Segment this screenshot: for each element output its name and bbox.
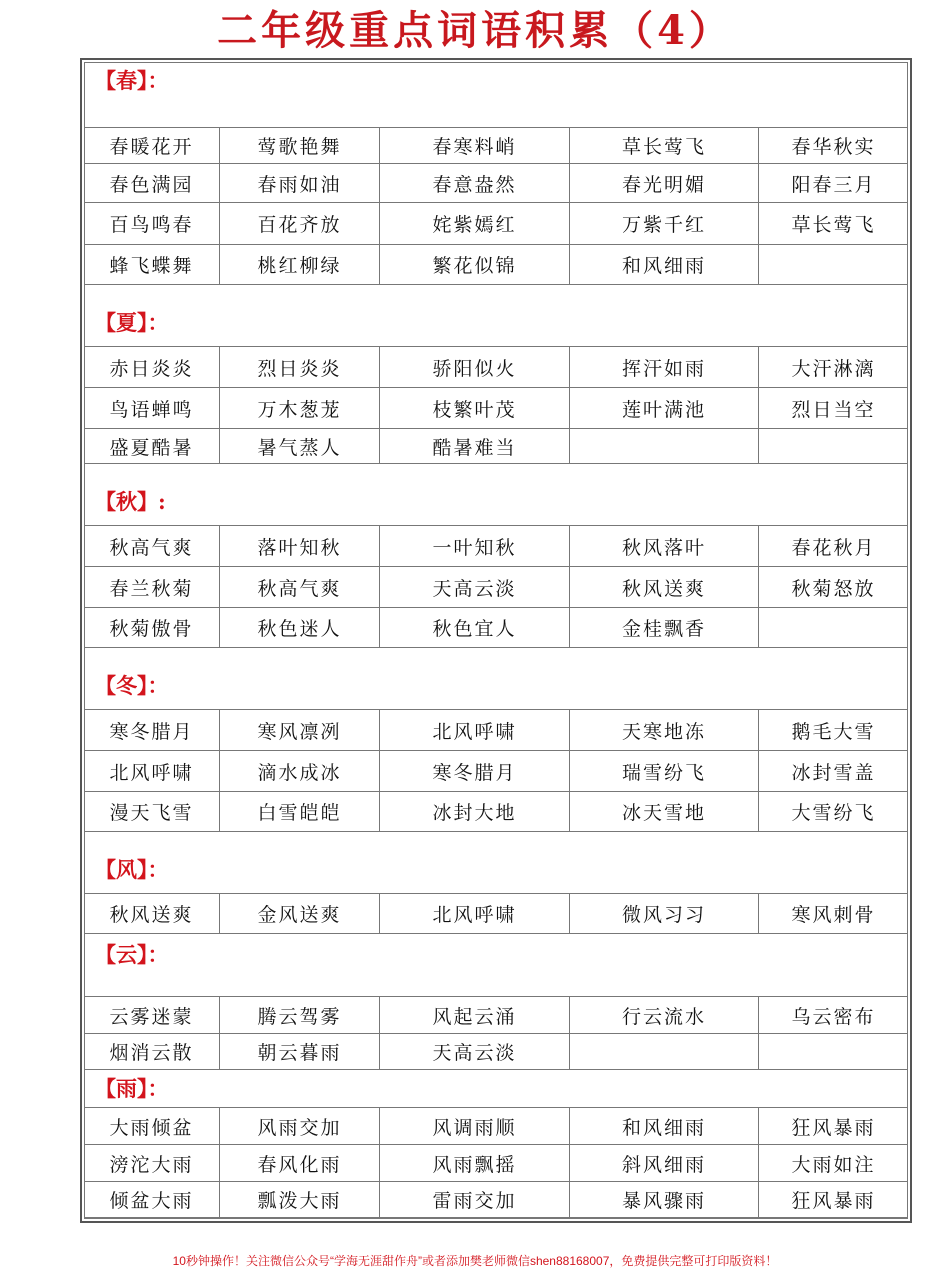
word-cell: 秋色迷人 [220, 608, 380, 647]
word-cell: 莺歌艳舞 [220, 128, 380, 163]
word-cell: 春花秋月 [791, 536, 876, 559]
word-cell: 寒风凛冽 [220, 710, 380, 750]
word-cell: 金桂飘香 [570, 608, 759, 647]
word-cell: 瑞雪纷飞 [570, 751, 759, 791]
word-cell: 风雨飘摇 [380, 1145, 570, 1181]
word-cell: 风雨交加 [220, 1108, 380, 1144]
word-cell: 蜂飞蝶舞 [84, 245, 220, 284]
word-cell: 阳春三月 [791, 173, 876, 196]
word-cell: 繁花似锦 [380, 245, 570, 284]
word-cell: 狂风暴雨 [791, 1116, 876, 1139]
word-cell: 狂风暴雨 [791, 1190, 876, 1212]
table-row [84, 566, 908, 607]
word-cell: 秋风送爽 [570, 567, 759, 607]
table-row [84, 607, 908, 648]
word-cell: 天高云淡 [380, 1034, 570, 1069]
word-cell: 桃红柳绿 [220, 245, 380, 284]
word-cell: 秋高气爽 [84, 526, 220, 566]
section-header-autumn: 【秋】: [95, 489, 166, 514]
word-cell: 草长莺飞 [570, 128, 759, 163]
word-cell: 滂沱大雨 [84, 1145, 220, 1181]
word-cell: 朝云暮雨 [220, 1034, 380, 1069]
table-row [84, 791, 908, 832]
word-cell: 大雪纷飞 [791, 802, 876, 824]
word-cell: 秋菊怒放 [791, 577, 876, 600]
word-cell: 倾盆大雨 [84, 1182, 220, 1217]
table-row [84, 428, 908, 464]
word-cell: 秋高气爽 [220, 567, 380, 607]
word-cell [759, 608, 908, 647]
table-row [84, 244, 908, 285]
table-row [84, 1144, 908, 1181]
word-cell: 斜风细雨 [570, 1145, 759, 1181]
word-cell: 百鸟鸣春 [84, 203, 220, 244]
table-row [84, 996, 908, 1033]
table-row [84, 525, 908, 566]
word-cell: 北风呼啸 [84, 751, 220, 791]
word-cell: 骄阳似火 [380, 347, 570, 387]
word-cell: 大雨倾盆 [84, 1108, 220, 1144]
word-cell [570, 429, 759, 463]
word-cell [759, 429, 908, 463]
word-cell: 天寒地冻 [570, 710, 759, 750]
word-cell: 白雪皑皑 [220, 792, 380, 831]
word-cell: 冰封雪盖 [791, 761, 876, 784]
word-cell: 风起云涌 [380, 997, 570, 1033]
section-header-winter: 【冬】： [95, 673, 169, 698]
table-row [84, 202, 908, 244]
word-cell: 烈日当空 [791, 398, 876, 421]
word-cell: 春兰秋菊 [84, 567, 220, 607]
table-row [84, 163, 908, 202]
word-cell: 赤日炎炎 [84, 347, 220, 387]
word-cell: 春风化雨 [220, 1145, 380, 1181]
table-row [84, 1033, 908, 1070]
word-cell: 秋色宜人 [380, 608, 570, 647]
word-cell: 春色满园 [84, 164, 220, 202]
word-cell: 和风细雨 [570, 245, 759, 284]
word-cell: 云雾迷蒙 [84, 997, 220, 1033]
word-cell [759, 245, 908, 284]
footer-note: 10秒钟操作！关注微信公众号“学海无涯甜作舟”或者添加樊老师微信shen88168007，免费提供完整可打印版资料！ [172, 1254, 778, 1268]
word-cell: 春暖花开 [84, 128, 220, 163]
word-cell: 北风呼啸 [380, 710, 570, 750]
page-title: 二年级重点词语积累（4） [217, 7, 733, 54]
table-row [84, 387, 908, 428]
word-cell: 莲叶满池 [570, 388, 759, 428]
table-row [84, 127, 908, 163]
word-cell: 秋菊傲骨 [84, 608, 220, 647]
word-cell: 春华秋实 [791, 136, 876, 158]
word-cell: 鸟语蝉鸣 [84, 388, 220, 428]
word-cell: 春意盎然 [380, 164, 570, 202]
section-header-summer: 【夏】： [95, 310, 169, 335]
word-cell: 腾云驾雾 [220, 997, 380, 1033]
section-header-rain: 【雨】： [95, 1076, 169, 1101]
word-cell: 大汗淋漓 [791, 357, 876, 380]
table-row [84, 709, 908, 750]
word-cell: 滴水成冰 [220, 751, 380, 791]
word-cell: 暑气蒸人 [220, 429, 380, 463]
word-cell: 微风习习 [570, 894, 759, 933]
word-cell: 大雨如注 [791, 1153, 876, 1176]
word-cell: 烟消云散 [84, 1034, 220, 1069]
word-cell: 姹紫嫣红 [380, 203, 570, 244]
table-row [84, 893, 908, 934]
word-cell: 鹅毛大雪 [791, 720, 876, 743]
word-cell: 春寒料峭 [380, 128, 570, 163]
word-cell: 冰天雪地 [570, 792, 759, 831]
table-row [84, 346, 908, 387]
word-cell: 行云流水 [570, 997, 759, 1033]
word-cell: 枝繁叶茂 [380, 388, 570, 428]
word-cell: 寒冬腊月 [84, 710, 220, 750]
word-cell: 春光明媚 [570, 164, 759, 202]
word-cell: 暴风骤雨 [570, 1182, 759, 1217]
word-cell: 酷暑难当 [380, 429, 570, 463]
section-header-spring: 【春】： [95, 68, 169, 93]
word-cell: 落叶知秋 [220, 526, 380, 566]
word-cell: 春雨如油 [220, 164, 380, 202]
word-cell: 寒风刺骨 [791, 904, 876, 926]
section-header-cloud: 【云】： [95, 942, 169, 967]
table-row [84, 1181, 908, 1218]
table-row [84, 1107, 908, 1144]
word-cell: 雷雨交加 [380, 1182, 570, 1217]
word-cell: 挥汗如雨 [570, 347, 759, 387]
word-cell: 草长莺飞 [791, 214, 876, 236]
word-cell: 瓢泼大雨 [220, 1182, 380, 1217]
word-cell: 万紫千红 [570, 203, 759, 244]
word-cell: 和风细雨 [570, 1108, 759, 1144]
word-cell: 寒冬腊月 [380, 751, 570, 791]
word-cell: 金风送爽 [220, 894, 380, 933]
section-header-wind: 【风】： [95, 857, 169, 882]
word-cell: 秋风落叶 [570, 526, 759, 566]
word-cell [759, 1034, 908, 1069]
word-cell: 一叶知秋 [380, 526, 570, 566]
word-cell: 天高云淡 [380, 567, 570, 607]
word-cell: 盛夏酷暑 [84, 429, 220, 463]
word-cell: 万木葱茏 [220, 388, 380, 428]
word-cell: 百花齐放 [220, 203, 380, 244]
word-cell: 秋风送爽 [84, 894, 220, 933]
word-cell [570, 1034, 759, 1069]
word-cell: 烈日炎炎 [220, 347, 380, 387]
word-cell: 漫天飞雪 [84, 792, 220, 831]
word-cell: 风调雨顺 [380, 1108, 570, 1144]
word-cell: 乌云密布 [791, 1005, 876, 1028]
word-cell: 北风呼啸 [380, 894, 570, 933]
word-cell: 冰封大地 [380, 792, 570, 831]
table-row [84, 750, 908, 791]
